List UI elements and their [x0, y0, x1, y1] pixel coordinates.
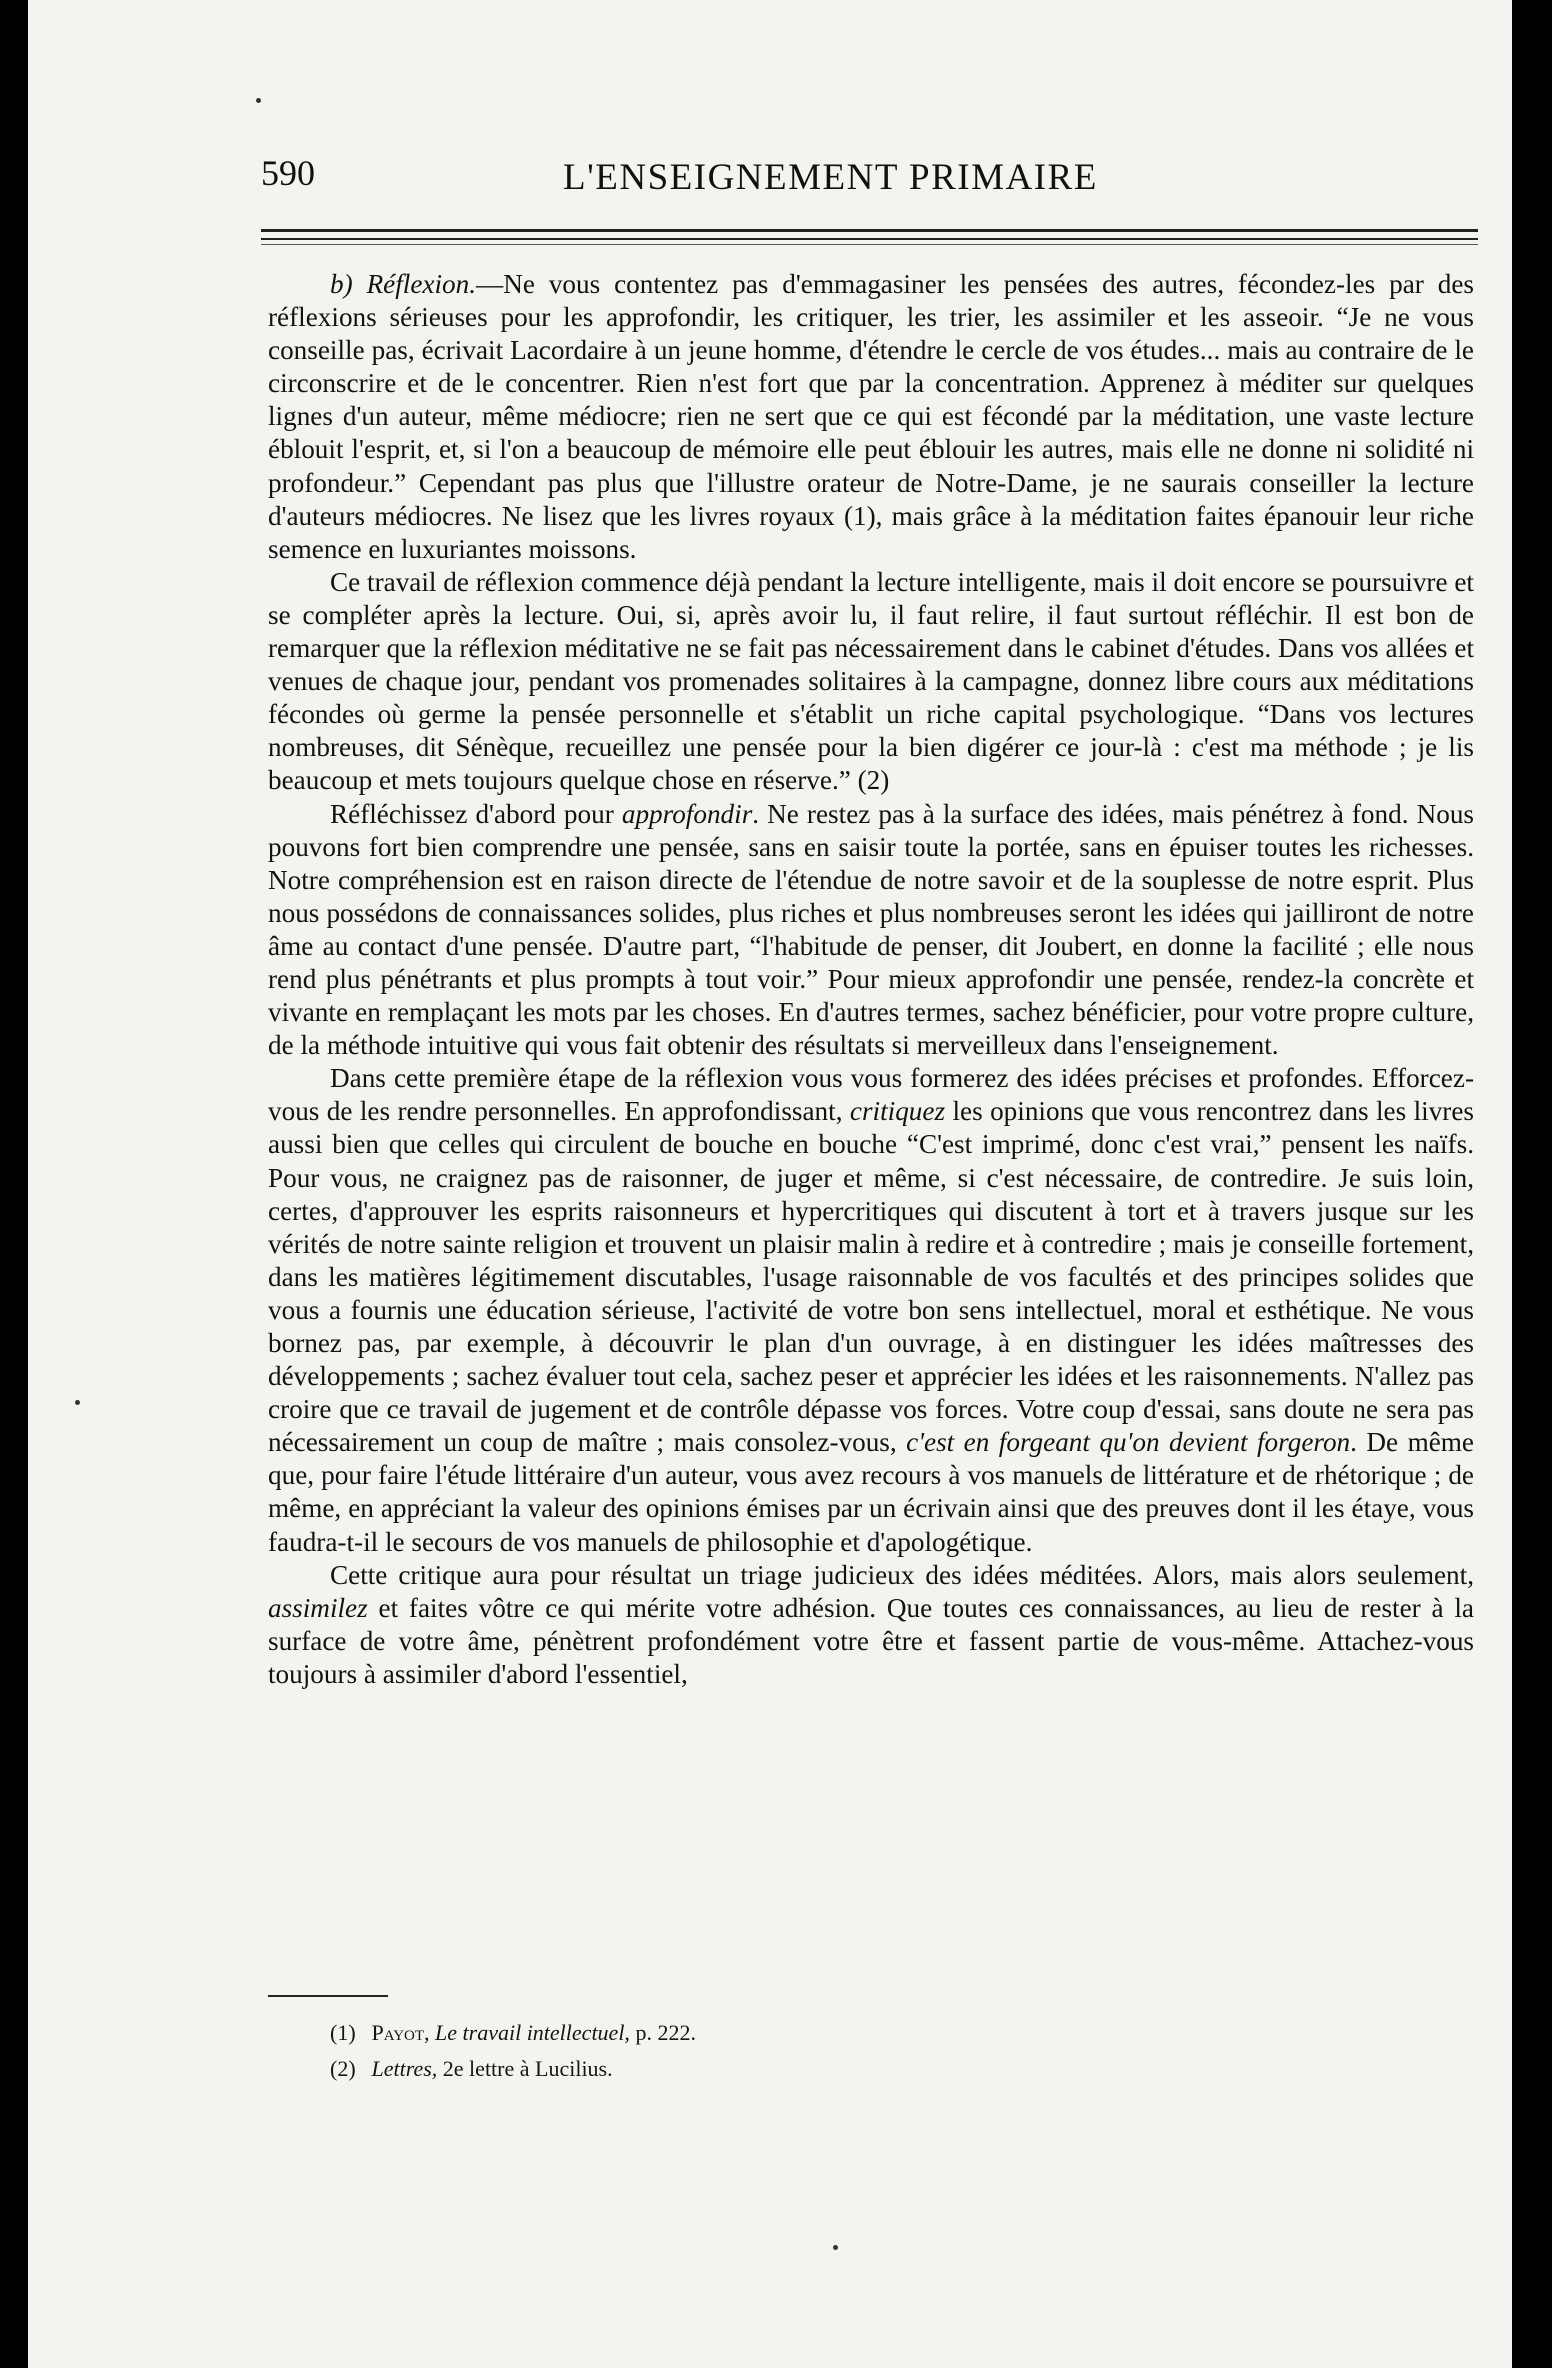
speck-mark — [256, 98, 261, 103]
speck-mark — [833, 2245, 838, 2250]
footnote-number: (2) — [330, 2056, 356, 2081]
footnote-author: Payot, — [371, 2020, 430, 2045]
emphasis: critiquez — [849, 1096, 946, 1127]
scan-border — [1512, 0, 1552, 2368]
emphasis: assimilez — [268, 1592, 368, 1623]
paragraph-approfondir: Réfléchissez d'abord pour approfondir. Ne restez pas à la surface des idées, mais pénétrez à fond. Nous pouvons fort bien comprendre une pensée, sans en saisir toute la portée, sans en épuiser toutes les richesses. Notre compréhension est en raison directe de l'étendue de notre savoir et de la souplesse de notre esprit. Plus nous possédons de connaissances solides, plus riches et plus nombreuses seront les idées qui jailliront de notre âme au contact d'une pensée. D'autre part, “l'habitude de penser, dit Joubert, en donne la facilité ; elle nous rend plus pénétrants et plus prompts à tout voir.” Pour mieux approfondir une pensée, rendez-la concrète et vivante en remplaçant les mots par les choses. En d'autres termes, sachez bénéficier, pour votre propre culture, de la méthode intuitive qui vous fait obtenir des résultats si merveilleux dans l'enseignement. — [268, 798, 1474, 1061]
header-rule — [261, 238, 1478, 240]
footnote-ref: 2e lettre à Lucilius. — [442, 2056, 613, 2081]
footnote-1 — [330, 2015, 1430, 2051]
paragraph-reflexion — [268, 268, 1474, 566]
footnote-ref: p. 222. — [635, 2020, 696, 2045]
speck-mark — [75, 1400, 80, 1405]
emphasis: c'est en forgeant qu'on devient forgeron — [906, 1427, 1351, 1458]
header-rule — [261, 244, 1478, 245]
paragraph-critiquer: Dans cette première étape de la réflexion vous vous formerez des idées précises et profondes. Efforcez-vous de les rendre personnelles. En approfondissant, critiquez les opinions que vous rencontrez dans les livres aussi bien que celles qui circulent de bouche en bouche “C'est imprimé, donc c'est vrai,” pensent les naïfs. Pour vous, ne craignez pas de raisonner, de juger et même, si c'est nécessaire, de contredire. Je suis loin, certes, d'approuver les esprits raisonneurs et hypercritiques qui discutent à tort et à travers jusque sur les vérités de notre sainte religion et trouvent un plaisir malin à redire et à contredire ; mais je conseille fortement, dans les matières légitimement discutables, l'usage raisonnable de vos facultés et des principes solides que vous a fournis une éducation sérieuse, l'activité de votre bon sens intellectuel, moral et esthétique. Ne vous bornez pas, par exemple, à découvrir le plan d'un ouvrage, à en distinguer les idées maîtresses des développements ; sachez évaluer tout cela, sachez peser et apprécier les idées et les raisonnements. N'allez pas croire que ce travail de jugement et de contrôle dépasse vos forces. Votre coup d'essai, sans doute ne sera pas nécessairement un coup de maître ; mais consolez-vous, c'est en forgeant qu'on devient forgeron. De même que, pour faire l'étude littéraire d'un auteur, vous avez recours à vos manuels de littérature et de rhétorique ; de même, en appréciant la valeur des opinions émises par un écrivain ainsi que des preuves dont il les étaye, vous faudra-t-il le secours de vos manuels de philosophie et d'apologétique. — [268, 1063, 1474, 1557]
section-label: b) — [330, 269, 353, 299]
footnote-rule — [268, 1995, 388, 1997]
section-title: Réflexion. — [366, 269, 477, 299]
running-title: L'ENSEIGNEMENT PRIMAIRE — [563, 157, 1098, 198]
page-header — [261, 152, 1478, 212]
body-text — [268, 268, 1474, 1691]
emphasis: approfondir — [621, 798, 753, 829]
paragraph-assimiler: Cette critique aura pour résultat un triage judicieux des idées méditées. Alors, mais alors seulement, assimilez et faites vôtre ce qui mérite votre adhésion. Que toutes ces connaissances, au lieu de rester à la surface de votre âme, pénètrent profondément votre être et fassent partie de vous-même. Attachez-vous toujours à assimiler d'abord l'essentiel, — [268, 1559, 1474, 1689]
footnote-title: Lettres, — [371, 2056, 438, 2081]
footnote-title: Le travail intellectuel, — [435, 2020, 630, 2045]
page-number: 590 — [261, 153, 315, 193]
footnote-number: (1) — [330, 2020, 356, 2045]
scanned-page — [28, 0, 1512, 2368]
header-rule — [261, 229, 1478, 232]
footnotes — [330, 2015, 1430, 2087]
paragraph-travail: Ce travail de réflexion commence déjà pendant la lecture intelligente, mais il doit encore se poursuivre et se compléter après la lecture. Oui, si, après avoir lu, il faut relire, il faut surtout réfléchir. Il est bon de remarquer que la réflexion méditative ne se fait pas nécessairement dans le cabinet d'études. Dans vos allées et venues de chaque jour, pendant vos promenades solitaires à la campagne, donnez libre cours aux méditations fécondes où germe la pensée personnelle et s'établit un riche capital psychologique. “Dans vos lectures nombreuses, dit Sénèque, recueillez une pensée pour la bien digérer ce jour-là : c'est ma méthode ; je lis beaucoup et mets toujours quelque chose en réserve.” (2) — [268, 566, 1474, 796]
footnote-2 — [330, 2051, 1430, 2087]
paragraph-text: —Ne vous contentez pas d'emmagasiner les pensées des autres, fécondez-les par des réflexions sérieuses pour les approfondir, les critiquer, les trier, les assimiler et les asseoir. “Je ne vous conseille pas, écrivait Lacordaire à un jeune homme, d'étendre le cercle de vos études... mais au contraire de le circonscrire et de le concentrer. Rien n'est fort que par la concentration. Apprenez à méditer sur quelques lignes d'un auteur, même médiocre; rien ne sert que ce qui est fécondé par la méditation, une vaste lecture éblouit l'esprit, et, si l'on a beaucoup de mémoire elle peut éblouir les autres, mais elle ne donne ni solidité ni profondeur.” Cependant pas plus que l'illustre orateur de Notre-Dame, je ne saurais conseiller la lecture d'auteurs médiocres. Ne lisez que les livres royaux (1), mais grâce à la méditation faites épanouir leur riche semence en luxuriantes moissons. — [268, 269, 1474, 564]
